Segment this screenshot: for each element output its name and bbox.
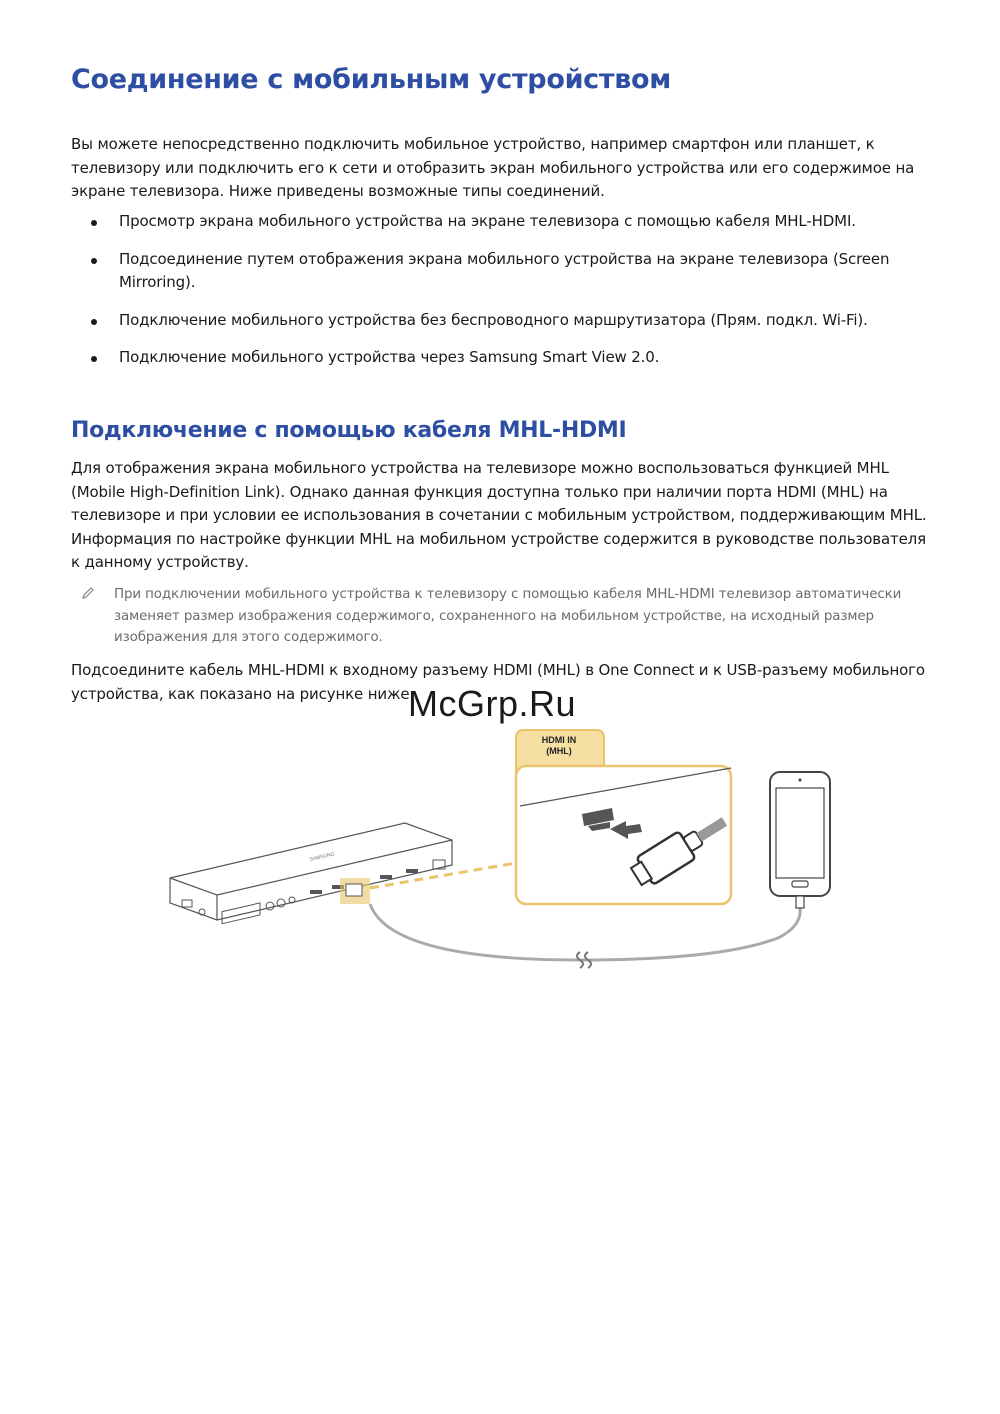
list-item (71, 309, 931, 333)
hdmi-in-label-line1: HDMI IN (541, 735, 577, 745)
pencil-note-icon (80, 585, 96, 601)
list-item (71, 346, 931, 370)
bullet-icon (91, 319, 97, 325)
hdmi-in-label-line2: (MHL) (546, 746, 572, 756)
list-item-text: Подключение мобильного устройства без беспроводного маршрутизатора (Прям. подкл. Wi-Fi). (119, 310, 868, 329)
mhl-description: Для отображения экрана мобильного устройства на телевизоре можно воспользоваться функцией MHL (Mobile High-Definition Link). Однако данная функция доступна только при наличии порта HDMI (MHL) на телевизоре и при условии ее использования в сочетании с мобильным устройством, поддерживающим MHL. Информация по настройке функции MHL на мобильном устройстве содержится в руководстве пользователя к данному устройству. (71, 459, 927, 571)
page-title: Соединение с мобильным устройством (71, 64, 672, 95)
list-item-text: Подключение мобильного устройства через Samsung Smart View 2.0. (119, 348, 660, 366)
list-item-text: Просмотр экрана мобильного устройства на экране телевизора с помощью кабеля MHL-HDMI. (119, 212, 856, 230)
connect-instruction: Подсоедините кабель MHL-HDMI к входному разъему HDMI (MHL) в One Connect и к USB-разъему мобильного устройства, как показано на рисунке ниже. (71, 661, 925, 703)
section-heading-mhl: Подключение с помощью кабеля MHL-HDMI (71, 418, 627, 443)
hdmi-in-label (516, 735, 602, 757)
brand-label: SAMSUNG (309, 851, 336, 863)
connection-diagram (160, 728, 860, 988)
list-item (71, 210, 931, 234)
one-connect-box (170, 823, 452, 924)
bullet-icon (91, 220, 97, 226)
watermark-text: McGrp.Ru (408, 683, 577, 724)
bullet-icon (91, 356, 97, 362)
list-item (71, 248, 931, 295)
connection-types-list (71, 210, 931, 370)
note-text: При подключении мобильного устройства к телевизору с помощью кабеля MHL-HDMI телевизор автоматически заменяет размер изображения содержимого, сохраненного на мобильном устройстве, на исходный размер изображения для этого содержимого. (114, 587, 902, 645)
mobile-phone (770, 772, 830, 908)
list-item-text: Подсоединение путем отображения экрана мобильного устройства на экране телевизора (Screen Mirroring). (119, 249, 890, 291)
intro-paragraph: Вы можете непосредственно подключить мобильное устройство, например смартфон или планшет, к телевизору или подключить его к сети и отобразить экран мобильного устройства или его содержимое на экране телевизора. Ниже приведены возможные типы соединений. (71, 135, 915, 200)
bullet-icon (91, 258, 97, 264)
